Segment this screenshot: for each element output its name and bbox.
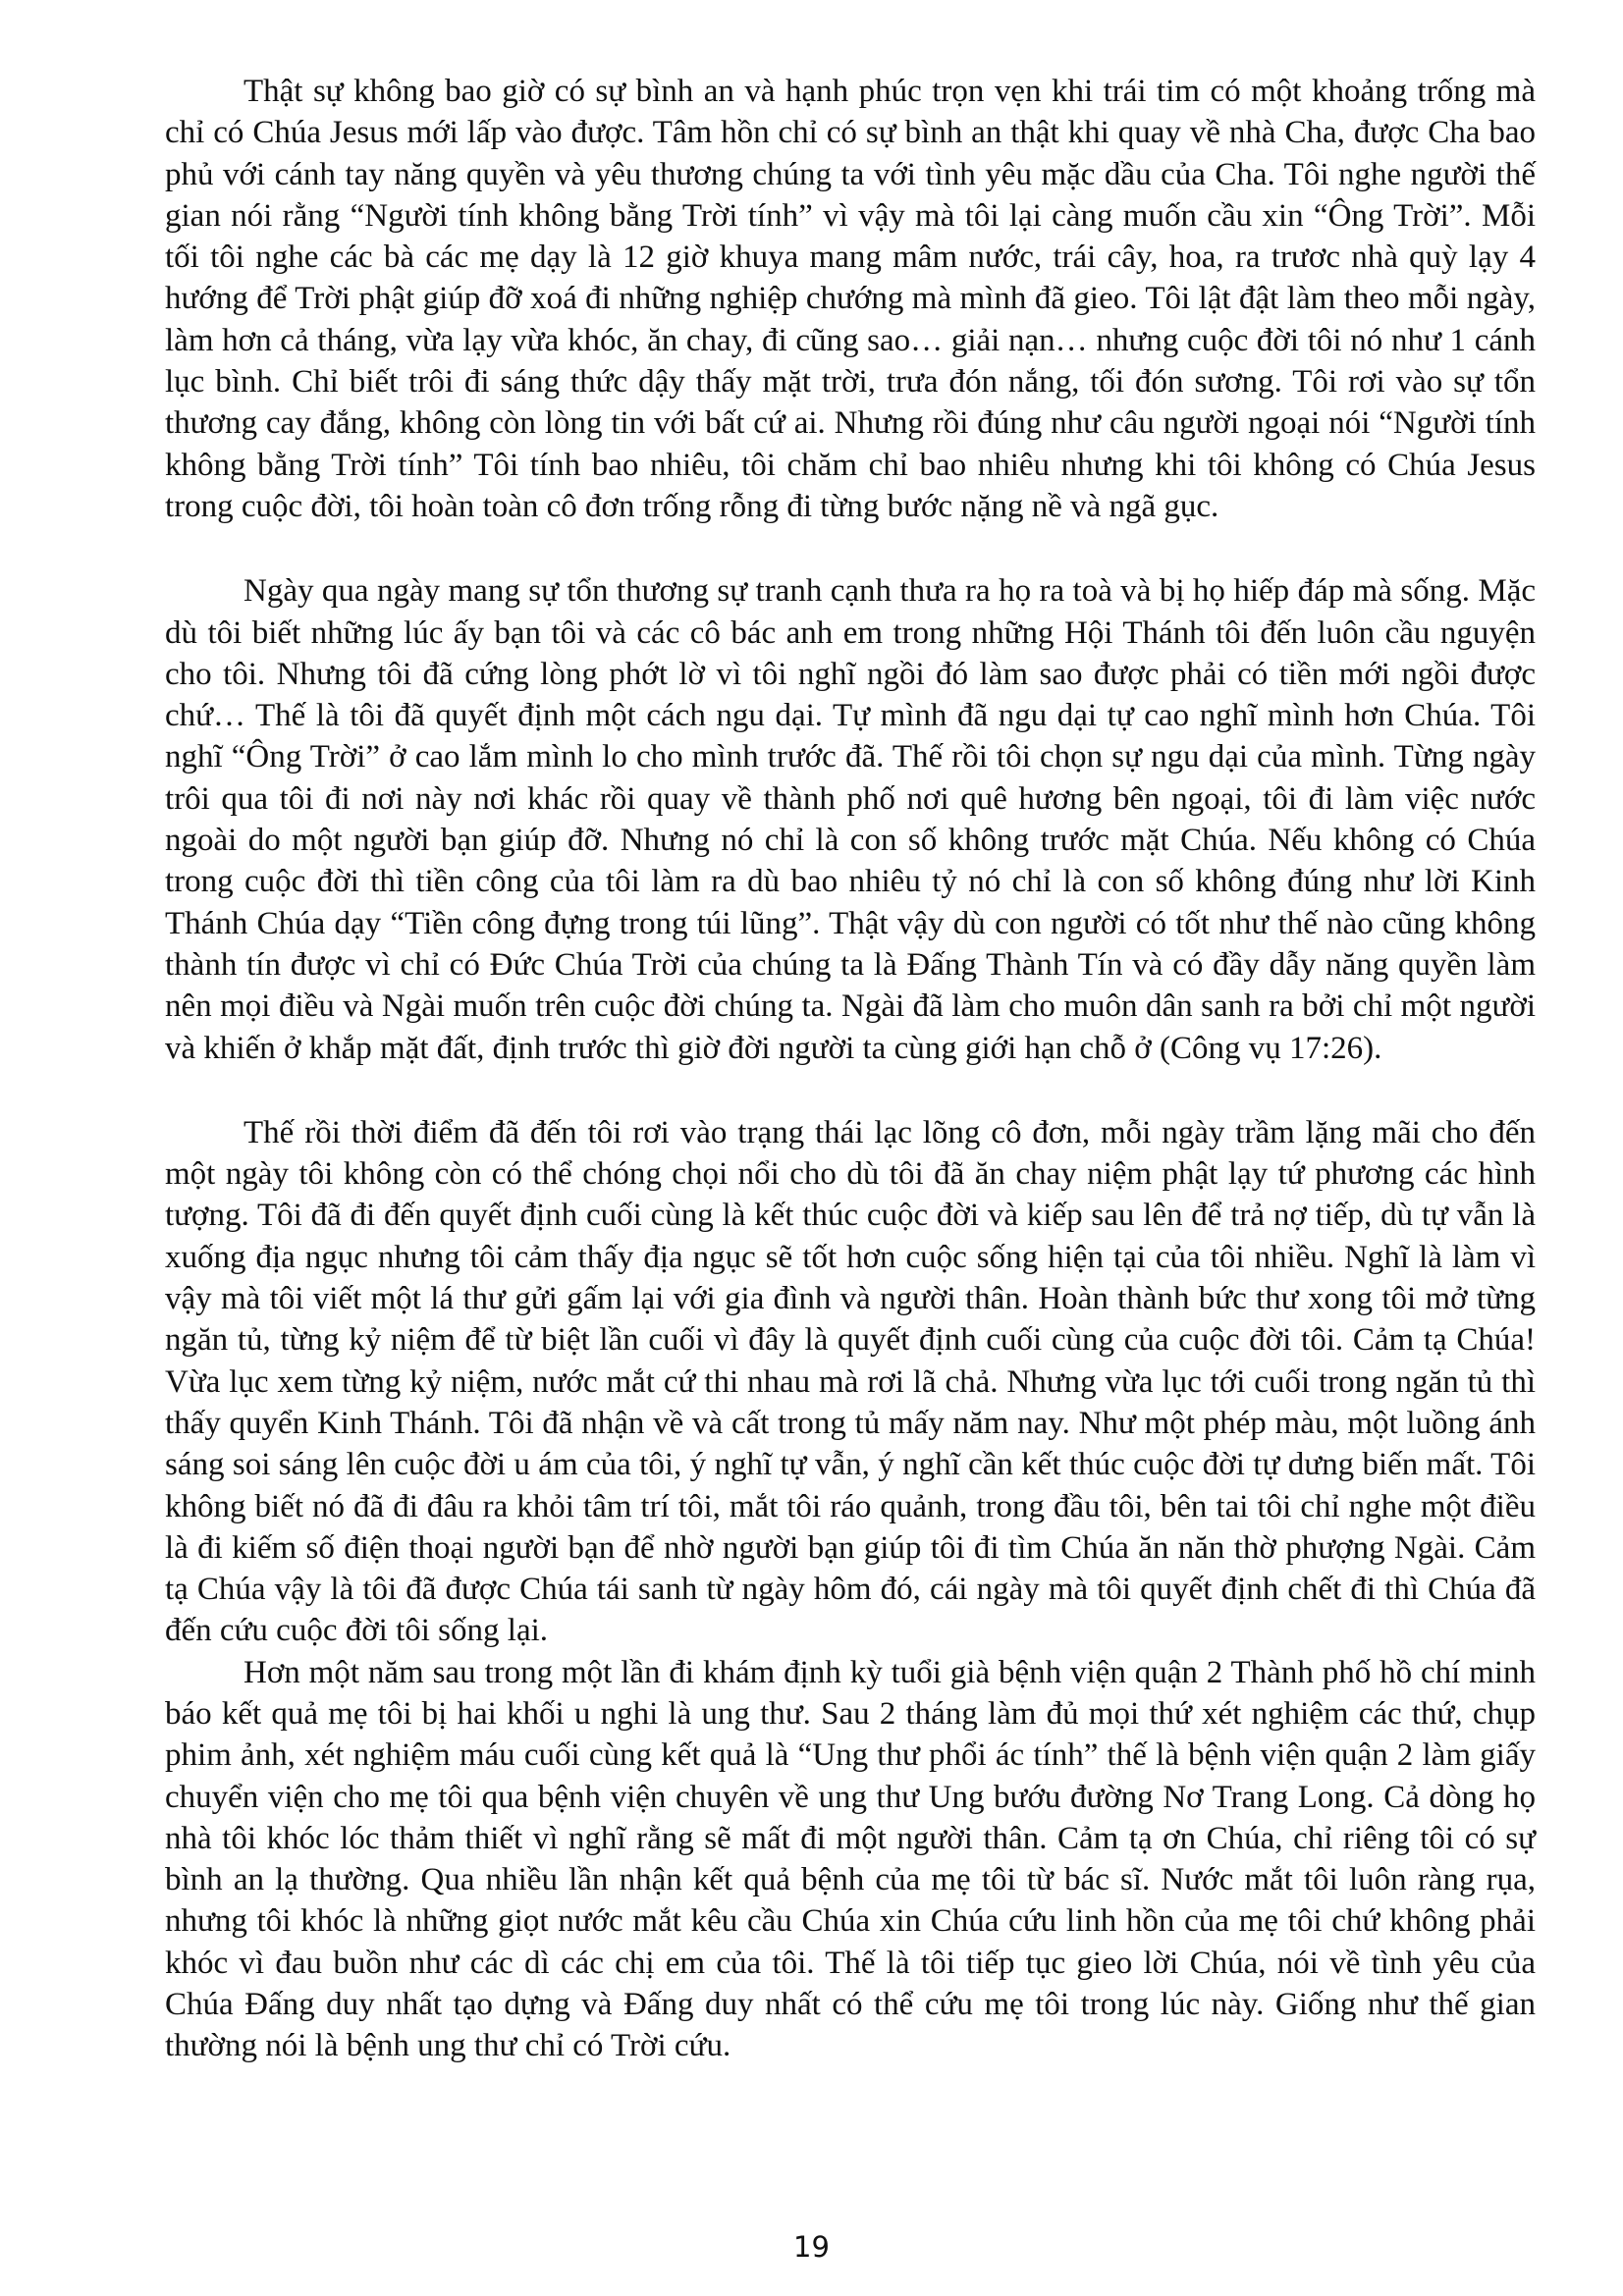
paragraph-4: Hơn một năm sau trong một lần đi khám định kỳ tuổi già bệnh viện quận 2 Thành phố hồ chí minh báo kết quả mẹ tôi bị hai khối u nghi là ung thư. Sau 2 tháng làm đủ mọi thứ xét nghiệm các thứ, chụp phim ảnh, xét nghiệm máu cuối cùng kết quả là “Ung thư phổi ác tính” thế là bệnh viện quận 2 làm giấy chuyển viện cho mẹ tôi qua bệnh viện chuyên về ung thư Ung bướu đường Nơ Trang Long. Cả dòng họ nhà tôi khóc lóc thảm thiết vì nghĩ rằng sẽ mất đi một người thân. Cảm tạ ơn Chúa, chỉ riêng tôi có sự bình an lạ thường. Qua nhiều lần nhận kết quả bệnh của mẹ tôi từ bác sĩ. Nước mắt tôi luôn ràng rụa, nhưng tôi khóc là những giọt nước mắt kêu cầu Chúa xin Chúa cứu linh hồn của mẹ tôi chứ không phải khóc vì đau buồn như các dì các chị em của tôi. Thế là tôi tiếp tục gieo lời Chúa, nói về tình yêu của Chúa Đấng duy nhất tạo dựng và Đấng duy nhất có thể cứu mẹ tôi trong lúc này. Giống như thế gian thường nói là bệnh ung thư chỉ có Trời cứu. [165,1654,1536,2064]
body-text [165,71,1536,2067]
paragraph-2: Ngày qua ngày mang sự tổn thương sự tranh cạnh thưa ra họ ra toà và bị họ hiếp đáp mà sống. Mặc dù tôi biết những lúc ấy bạn tôi và các cô bác anh em trong những Hội Thánh tôi đến luôn cầu nguyện cho tôi. Nhưng tôi đã cứng lòng phớt lờ vì tôi nghĩ ngồi đó làm sao được phải có tiền mới ngồi được chứ… Thế là tôi đã quyết định một cách ngu dại. Tự mình đã ngu dại tự cao nghĩ mình hơn Chúa. Tôi nghĩ “Ông Trời” ở cao lắm mình lo cho mình trước đã. Thế rồi tôi chọn sự ngu dại của mình. Từng ngày trôi qua tôi đi nơi này nơi khác rồi quay về thành phố nơi quê hương bên ngoại, tôi đi làm việc nước ngoài do một người bạn giúp đỡ. Nhưng nó chỉ là con số không trước mặt Chúa. Nếu không có Chúa trong cuộc đời thì tiền công của tôi làm ra dù bao nhiêu tỷ nó chỉ là con số không đúng như lời Kinh Thánh Chúa dạy “Tiền công đựng trong túi lũng”. Thật vậy dù con người có tốt như thế nào cũng không thành tín được vì chỉ có Đức Chúa Trời của chúng ta là Đấng Thành Tín và có đầy dẫy năng quyền làm nên mọi điều và Ngài muốn trên cuộc đời chúng ta. Ngài đã làm cho muôn dân sanh ra bởi chỉ một người và khiến ở khắp mặt đất, định trước thì giờ đời người ta cùng giới hạn chỗ ở (Công vụ 17:26). [165,573,1536,1066]
page-number: 19 [793,2230,830,2264]
paragraph-1: Thật sự không bao giờ có sự bình an và hạnh phúc trọn vẹn khi trái tim có một khoảng trống mà chỉ có Chúa Jesus mới lấp vào được. Tâm hồn chỉ có sự bình an thật khi quay về nhà Cha, được Cha bao phủ với cánh tay năng quyền và yêu thương chúng ta với tình yêu mặc dầu của Cha. Tôi nghe người thế gian nói rằng “Người tính không bằng Trời tính” vì vậy mà tôi lại càng muốn cầu xin “Ông Trời”. Mỗi tối tôi nghe các bà các mẹ dạy là 12 giờ khuya mang mâm nước, trái cây, hoa, ra trươc nhà quỳ lạy 4 hướng để Trời phật giúp đỡ xoá đi những nghiệp chướng mà mình đã gieo. Tôi lật đật làm theo mỗi ngày, làm hơn cả tháng, vừa lạy vừa khóc, ăn chay, đi cũng sao… giải nạn… nhưng cuộc đời tôi nó như 1 cánh lục bình. Chỉ biết trôi đi sáng thức dậy thấy mặt trời, trưa đón nắng, tối đón sương. Tôi rơi vào sự tổn thương cay đắng, không còn lòng tin với bất cứ ai. Nhưng rồi đúng như câu người ngoại nói “Người tính không bằng Trời tính” Tôi tính bao nhiêu, tôi chăm chỉ bao nhiêu nhưng khi tôi không có Chúa Jesus trong cuộc đời, tôi hoàn toàn cô đơn trống rỗng đi từng bước nặng nề và ngã gục. [165,74,1536,524]
paragraph-3: Thế rồi thời điểm đã đến tôi rơi vào trạng thái lạc lõng cô đơn, mỗi ngày trầm lặng mãi cho đến một ngày tôi không còn có thể chóng chọi nổi cho dù tôi đã ăn chay niệm phật lạy tứ phương các hình tượng. Tôi đã đi đến quyết định cuối cùng là kết thúc cuộc đời và kiếp sau lên để trả nợ tiếp, dù tự vẫn là xuống địa ngục nhưng tôi cảm thấy địa ngục sẽ tốt hơn cuộc sống hiện tại của tôi nhiều. Nghĩ là làm vì vậy mà tôi viết một lá thư gửi gấm lại với gia đình và người thân. Hoàn thành bức thư xong tôi mở từng ngăn tủ, từng kỷ niệm để từ biệt lần cuối vì đây là quyết định cuối cùng của cuộc đời tôi. Cảm tạ Chúa! Vừa lục xem từng kỷ niệm, nước mắt cứ thi nhau mà rơi lã chả. Nhưng vừa lục tới cuối trong ngăn tủ thì thấy quyển Kinh Thánh. Tôi đã nhận về và cất trong tủ mấy năm nay. Như một phép màu, một luồng ánh sáng soi sáng lên cuộc đời u ám của tôi, ý nghĩ tự vẫn, ý nghĩ cần kết thúc cuộc đời tự dưng biến mất. Tôi không biết nó đã đi đâu ra khỏi tâm trí tôi, mắt tôi ráo quảnh, trong đầu tôi, bên tai tôi chỉ nghe một điều là đi kiếm số điện thoại người bạn để nhờ người bạn giúp tôi đi tìm Chúa ăn năn thờ phượng Ngài. Cảm tạ Chúa vậy là tôi đã được Chúa tái sanh từ ngày hôm đó, cái ngày mà tôi quyết định chết đi thì Chúa đã đến cứu cuộc đời tôi sống lại. [165,1114,1536,1649]
